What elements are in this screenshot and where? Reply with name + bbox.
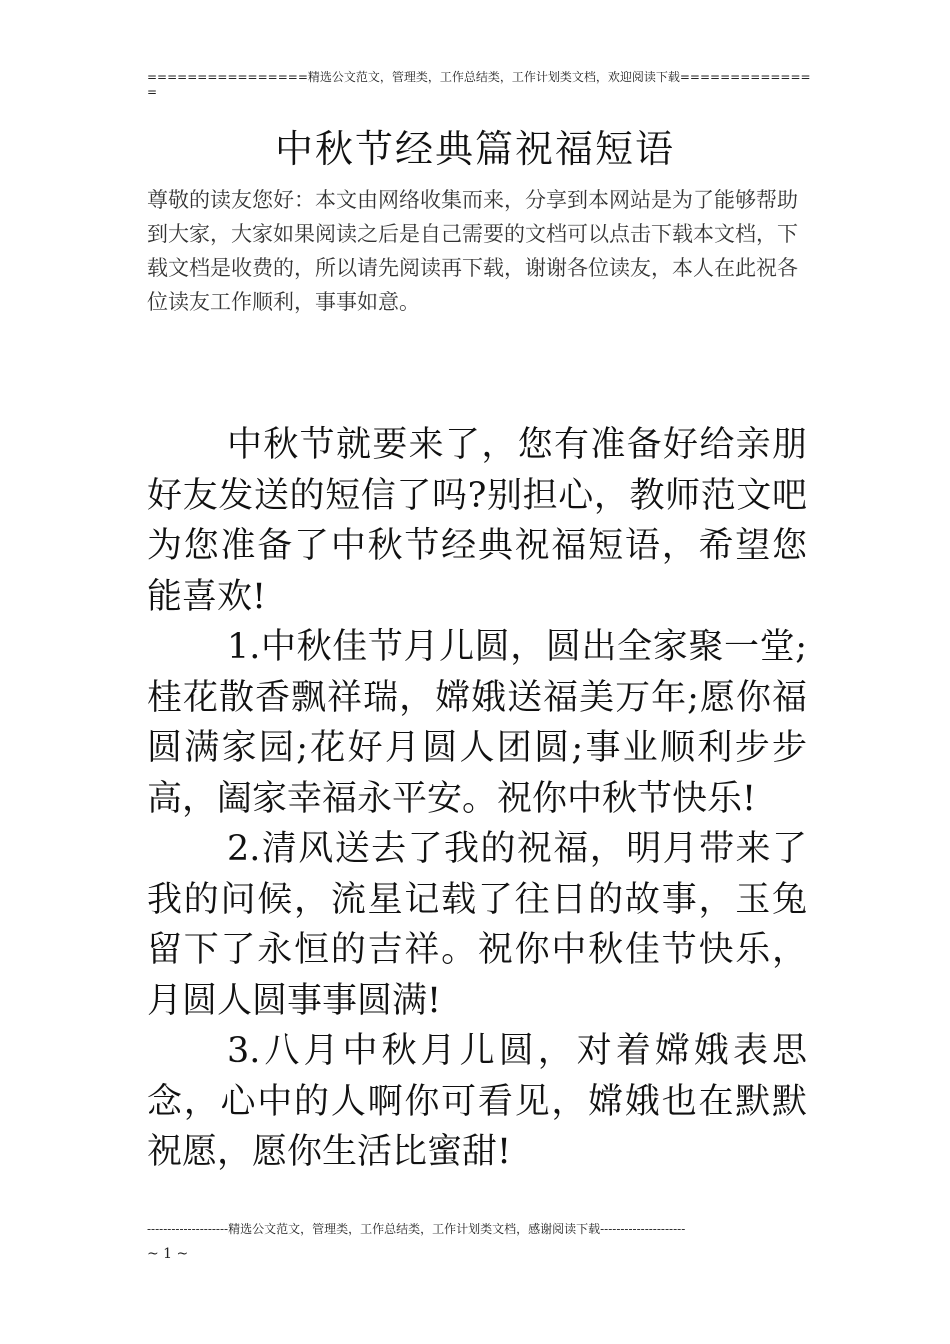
paragraph-intro: 中秋节就要来了，您有准备好给亲朋好友发送的短信了吗?别担心，教师范文吧为您准备了中秋节经典祝福短语，希望您能喜欢! <box>147 425 807 617</box>
page-number: ~ 1 ~ <box>147 1246 189 1262</box>
footer-banner: --------------------精选公文范文，管理类，工作总结类，工作计划类文档，感谢阅读下载--------------------- <box>147 1222 686 1236</box>
paragraph-wish-1: 1.中秋佳节月儿圆，圆出全家聚一堂;桂花散香飘祥瑞，嫦娥送福美万年;愿你福圆满家园;花好月圆人团圆;事业顺利步步高，阖家幸福永平安。祝你中秋节快乐! <box>147 627 807 819</box>
document-body <box>147 420 807 1178</box>
header-banner: ================精选公文范文，管理类，工作总结类，工作计划类文档，欢迎阅读下载============== <box>147 70 811 99</box>
intro-notice: 尊敬的读友您好：本文由网络收集而来，分享到本网站是为了能够帮助到大家，大家如果阅读之后是自己需要的文档可以点击下载本文档，下载文档是收费的，所以请先阅读再下载，谢谢各位读友，本人在此祝各位读友工作顺利，事事如意。 <box>147 188 798 314</box>
page-title: 中秋节经典篇祝福短语 <box>274 127 675 171</box>
paragraph-wish-2: 2.清风送去了我的祝福，明月带来了我的问候，流星记载了往日的故事，玉兔留下了永恒的吉祥。祝你中秋佳节快乐，月圆人圆事事圆满! <box>147 829 807 1021</box>
paragraph-wish-3: 3.八月中秋月儿圆，对着嫦娥表思念，心中的人啊你可看见，嫦娥也在默默祝愿，愿你生活比蜜甜! <box>147 1031 807 1172</box>
